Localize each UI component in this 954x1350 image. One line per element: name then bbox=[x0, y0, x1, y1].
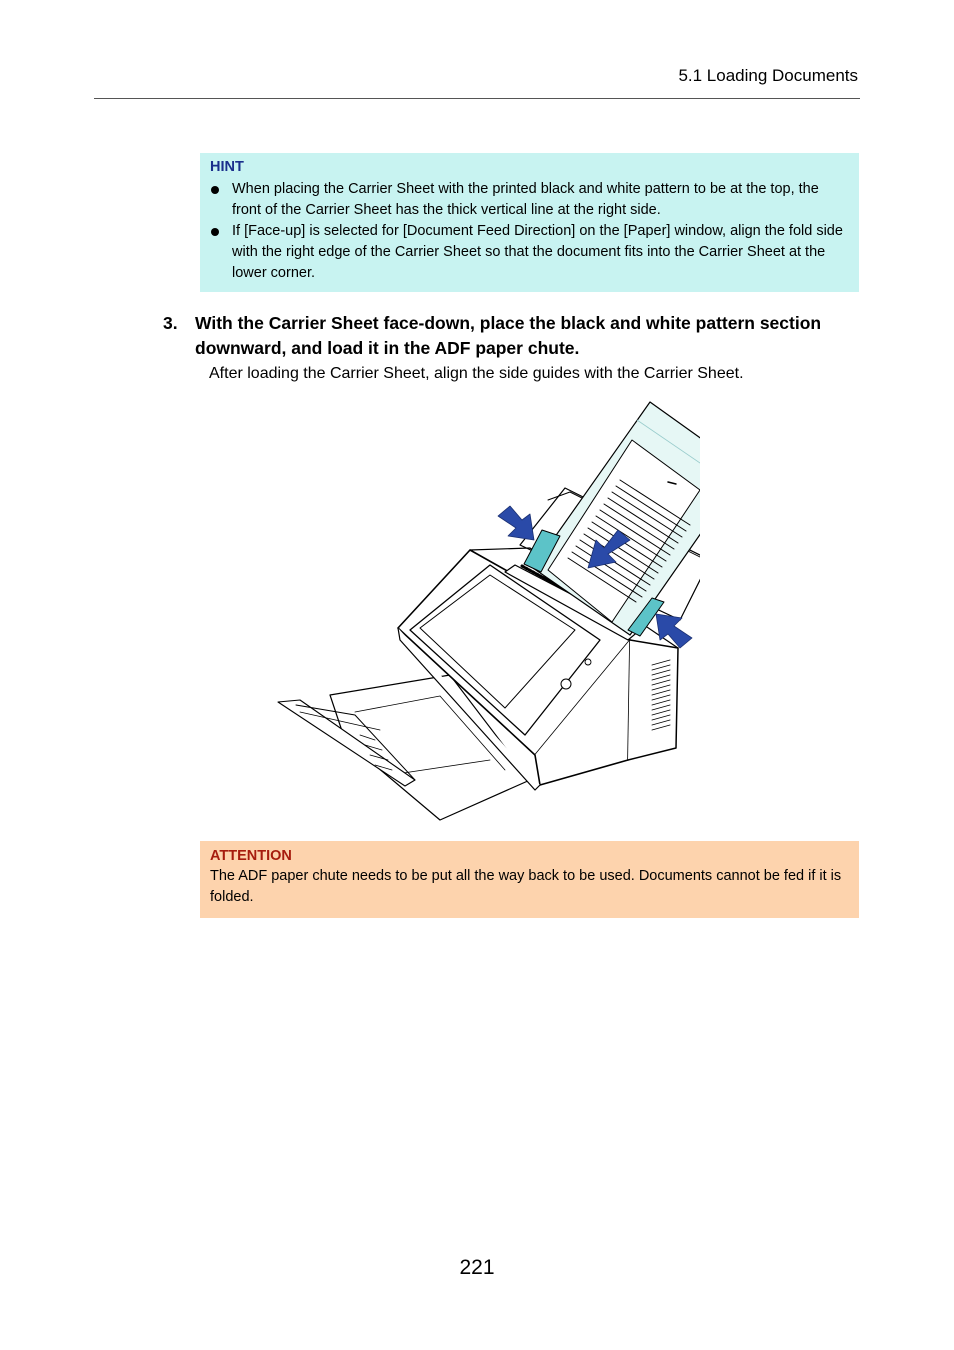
hint-item-text: When placing the Carrier Sheet with the printed black and white pattern to be at the top, the front of the Carrier Sheet has the thick vertical line at the right side. bbox=[232, 181, 819, 218]
step-number: 3. bbox=[163, 313, 178, 333]
scanner-loading-carrier-sheet-icon bbox=[270, 395, 700, 827]
hint-box bbox=[200, 153, 859, 292]
step-3 bbox=[163, 311, 843, 361]
attention-text: The ADF paper chute needs to be put all the way back to be used. Documents cannot be fed if it is folded. bbox=[210, 868, 842, 905]
page-number: 221 bbox=[459, 1256, 495, 1279]
attention-title: ATTENTION bbox=[210, 848, 292, 864]
attention-box bbox=[200, 841, 859, 918]
bullet-icon bbox=[211, 186, 219, 194]
hint-item bbox=[210, 179, 849, 221]
hint-item-text: If [Face-up] is selected for [Document Feed Direction] on the [Paper] window, align the fold side with the right edge of the Carrier Sheet so that the document fits into the Carrier Sheet at the lower corner. bbox=[232, 223, 843, 281]
scanner-illustration bbox=[270, 395, 700, 832]
hint-title: HINT bbox=[210, 159, 244, 175]
hint-list bbox=[210, 179, 849, 284]
bullet-icon bbox=[211, 228, 219, 236]
hint-item bbox=[210, 221, 849, 284]
step-heading: With the Carrier Sheet face-down, place the black and white pattern section downward, and load it in the ADF paper chute. bbox=[195, 313, 822, 358]
section-title: 5.1 Loading Documents bbox=[678, 66, 858, 85]
step-body-text: After loading the Carrier Sheet, align the side guides with the Carrier Sheet. bbox=[209, 365, 744, 382]
header-divider bbox=[94, 98, 860, 99]
